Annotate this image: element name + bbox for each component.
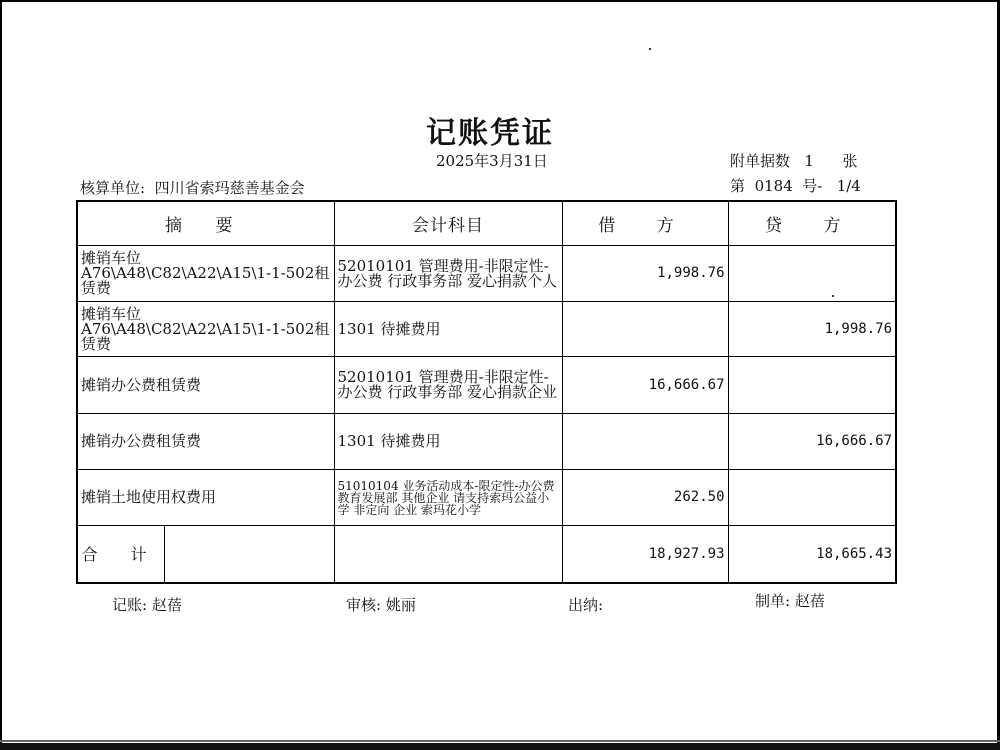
total-cell: [77, 526, 334, 584]
number-prefix: 第: [730, 177, 746, 195]
summary-cell: 摊销办公费租赁费: [77, 357, 334, 414]
cashier-signature: 出纳:: [568, 596, 604, 614]
reviewer-signature: 审核: 姚丽: [346, 596, 416, 614]
debit-cell: 1,998.76: [562, 246, 728, 302]
summary-cell: 摊销办公费租赁费: [77, 414, 334, 470]
voucher-title: 记账凭证: [426, 116, 554, 151]
account-cell: 1301 待摊费用: [334, 414, 562, 470]
account-cell: 52010101 管理费用-非限定性-办公费 行政事务部 爱心捐款企业: [334, 357, 562, 414]
table-row: [77, 357, 896, 414]
table-row: [77, 414, 896, 470]
summary-cell: 摊销土地使用权费用: [77, 470, 334, 526]
credit-cell: [728, 357, 896, 414]
attachments-info: [730, 150, 858, 171]
account-cell: 1301 待摊费用: [334, 302, 562, 357]
total-credit: 18,665.43: [728, 526, 896, 584]
scan-edge-bottom-light: [0, 740, 1000, 742]
accounting-unit: [80, 177, 305, 198]
number-suffix: 号-: [802, 177, 823, 195]
header-row: [77, 201, 896, 246]
voucher-date: 2025年3月31日: [436, 152, 548, 170]
total-row: [77, 526, 896, 584]
total-label: 合 计: [78, 526, 165, 582]
account-cell: 52010101 管理费用-非限定性-办公费 行政事务部 爱心捐款个人: [334, 246, 562, 302]
scan-speck: [649, 48, 651, 50]
summary-cell: 摊销车位A76\A48\C82\A22\A15\1-1-502租赁费: [77, 302, 334, 357]
scan-edge-bottom: [0, 743, 1000, 750]
table-row: [77, 246, 896, 302]
voucher-table: [76, 200, 897, 584]
total-debit: 18,927.93: [562, 526, 728, 584]
table-row: [77, 470, 896, 526]
summary-cell: 摊销车位A76\A48\C82\A22\A15\1-1-502租赁费: [77, 246, 334, 302]
header-summary: 摘 要: [77, 201, 334, 246]
debit-cell: 262.50: [562, 470, 728, 526]
header-account: 会计科目: [334, 201, 562, 246]
attachments-unit: 张: [842, 152, 858, 170]
total-account-cell: [334, 526, 562, 584]
header-debit: 借 方: [562, 201, 728, 246]
number-value: 0184: [754, 177, 793, 195]
header-credit: 贷 方: [728, 201, 896, 246]
unit-name: 四川省索玛慈善基金会: [154, 179, 305, 197]
page-indicator: 1/4: [836, 177, 861, 195]
credit-cell: [728, 470, 896, 526]
bookkeeper-signature: 记账: 赵蓓: [112, 596, 182, 614]
scan-edge-top: [0, 0, 1000, 2]
credit-cell: 1,998.76: [728, 302, 896, 357]
debit-cell: 16,666.67: [562, 357, 728, 414]
credit-cell: 16,666.67: [728, 414, 896, 470]
total-spacer: [165, 526, 334, 582]
debit-cell: [562, 414, 728, 470]
credit-cell: [728, 246, 896, 302]
voucher-number: [730, 175, 861, 196]
table-row: [77, 302, 896, 357]
debit-cell: [562, 302, 728, 357]
preparer-signature: 制单: 赵蓓: [755, 592, 825, 610]
account-cell: 51010104 业务活动成本-限定性-办公费 教育发展部 其他企业 请支持索玛公益小学 非定向 企业 索玛花小学: [334, 470, 562, 526]
attachments-label: 附单据数: [730, 152, 791, 170]
attachments-count: 1: [804, 152, 814, 170]
unit-label: 核算单位:: [80, 179, 146, 197]
